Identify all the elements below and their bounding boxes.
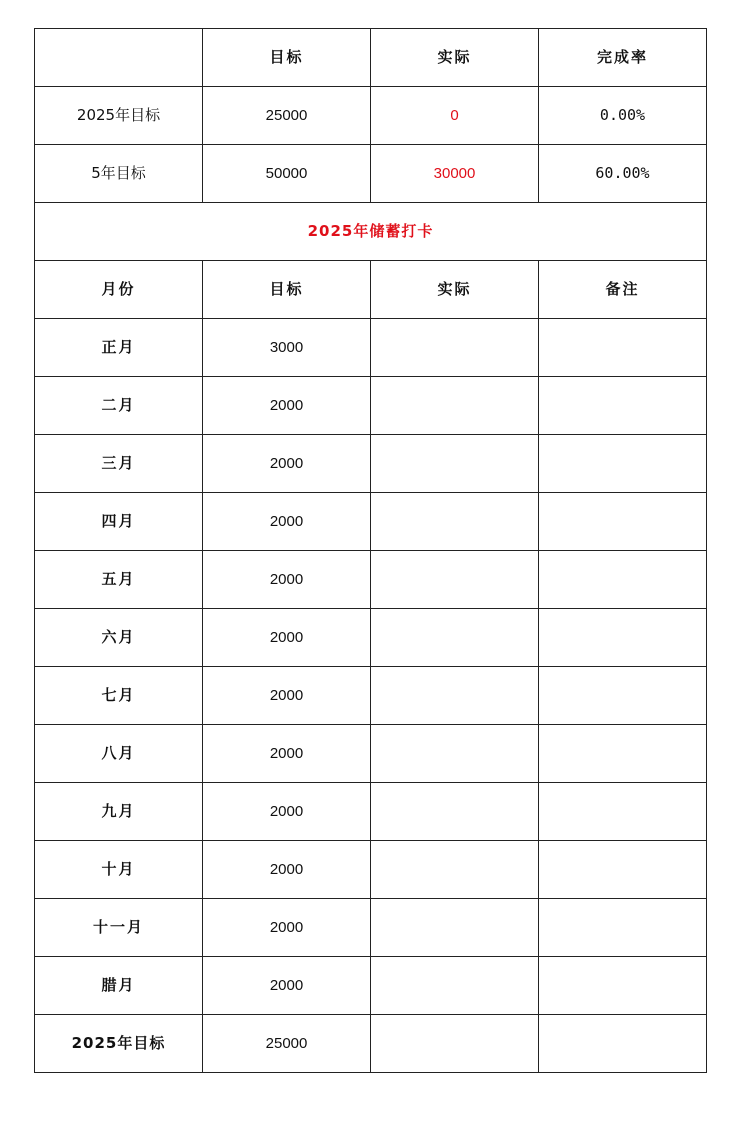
month-label: 八月 [35,725,203,783]
summary-rate: 60.00% [539,145,707,203]
summary-target: 25000 [203,87,371,145]
month-target: 2000 [203,841,371,899]
month-label: 五月 [35,551,203,609]
summary-actual: 0 [371,87,539,145]
summary-header-target: 目标 [203,29,371,87]
summary-label: 5年目标 [35,145,203,203]
savings-sheet [34,28,707,1073]
total-target: 25000 [203,1015,371,1073]
table-row [35,609,707,667]
table-row [35,841,707,899]
month-actual-cell[interactable] [371,377,539,435]
table-row [35,725,707,783]
table-row [35,783,707,841]
month-actual-cell[interactable] [371,957,539,1015]
month-note-cell[interactable] [539,725,707,783]
month-actual-cell[interactable] [371,551,539,609]
summary-row-5year [35,145,707,203]
summary-row-2025 [35,87,707,145]
month-actual-cell[interactable] [371,783,539,841]
month-target: 2000 [203,783,371,841]
table-row [35,319,707,377]
month-note-cell[interactable] [539,493,707,551]
month-actual-cell[interactable] [371,493,539,551]
month-note-cell[interactable] [539,377,707,435]
month-actual-cell[interactable] [371,319,539,377]
month-note-cell[interactable] [539,957,707,1015]
total-label: 2025年目标 [35,1015,203,1073]
checkin-header-target: 目标 [203,261,371,319]
total-note-cell[interactable] [539,1015,707,1073]
month-label: 二月 [35,377,203,435]
table-row [35,551,707,609]
table-row [35,667,707,725]
month-note-cell[interactable] [539,551,707,609]
month-note-cell[interactable] [539,783,707,841]
checkin-title: 2025年储蓄打卡 [35,203,707,261]
month-target: 2000 [203,899,371,957]
table-row [35,435,707,493]
summary-header-row [35,29,707,87]
month-note-cell[interactable] [539,899,707,957]
month-target: 2000 [203,667,371,725]
month-label: 十月 [35,841,203,899]
month-actual-cell[interactable] [371,667,539,725]
month-actual-cell[interactable] [371,435,539,493]
total-actual-cell[interactable] [371,1015,539,1073]
month-label: 七月 [35,667,203,725]
month-target: 2000 [203,551,371,609]
summary-header-empty [35,29,203,87]
month-target: 2000 [203,725,371,783]
checkin-header-note: 备注 [539,261,707,319]
total-row [35,1015,707,1073]
table-row [35,957,707,1015]
summary-header-rate: 完成率 [539,29,707,87]
checkin-header-row [35,261,707,319]
month-label: 十一月 [35,899,203,957]
banner-row [35,203,707,261]
month-target: 2000 [203,609,371,667]
month-label: 九月 [35,783,203,841]
month-actual-cell[interactable] [371,899,539,957]
checkin-header-month: 月份 [35,261,203,319]
summary-label: 2025年目标 [35,87,203,145]
month-target: 3000 [203,319,371,377]
table-row [35,493,707,551]
month-label: 正月 [35,319,203,377]
summary-target: 50000 [203,145,371,203]
month-note-cell[interactable] [539,435,707,493]
month-target: 2000 [203,435,371,493]
month-actual-cell[interactable] [371,725,539,783]
month-label: 三月 [35,435,203,493]
table-row [35,899,707,957]
month-target: 2000 [203,957,371,1015]
checkin-header-actual: 实际 [371,261,539,319]
month-label: 腊月 [35,957,203,1015]
month-target: 2000 [203,493,371,551]
month-label: 六月 [35,609,203,667]
month-actual-cell[interactable] [371,609,539,667]
month-note-cell[interactable] [539,319,707,377]
summary-rate: 0.00% [539,87,707,145]
month-note-cell[interactable] [539,841,707,899]
month-actual-cell[interactable] [371,841,539,899]
summary-actual: 30000 [371,145,539,203]
summary-header-actual: 实际 [371,29,539,87]
table-row [35,377,707,435]
month-label: 四月 [35,493,203,551]
month-target: 2000 [203,377,371,435]
month-note-cell[interactable] [539,667,707,725]
month-note-cell[interactable] [539,609,707,667]
